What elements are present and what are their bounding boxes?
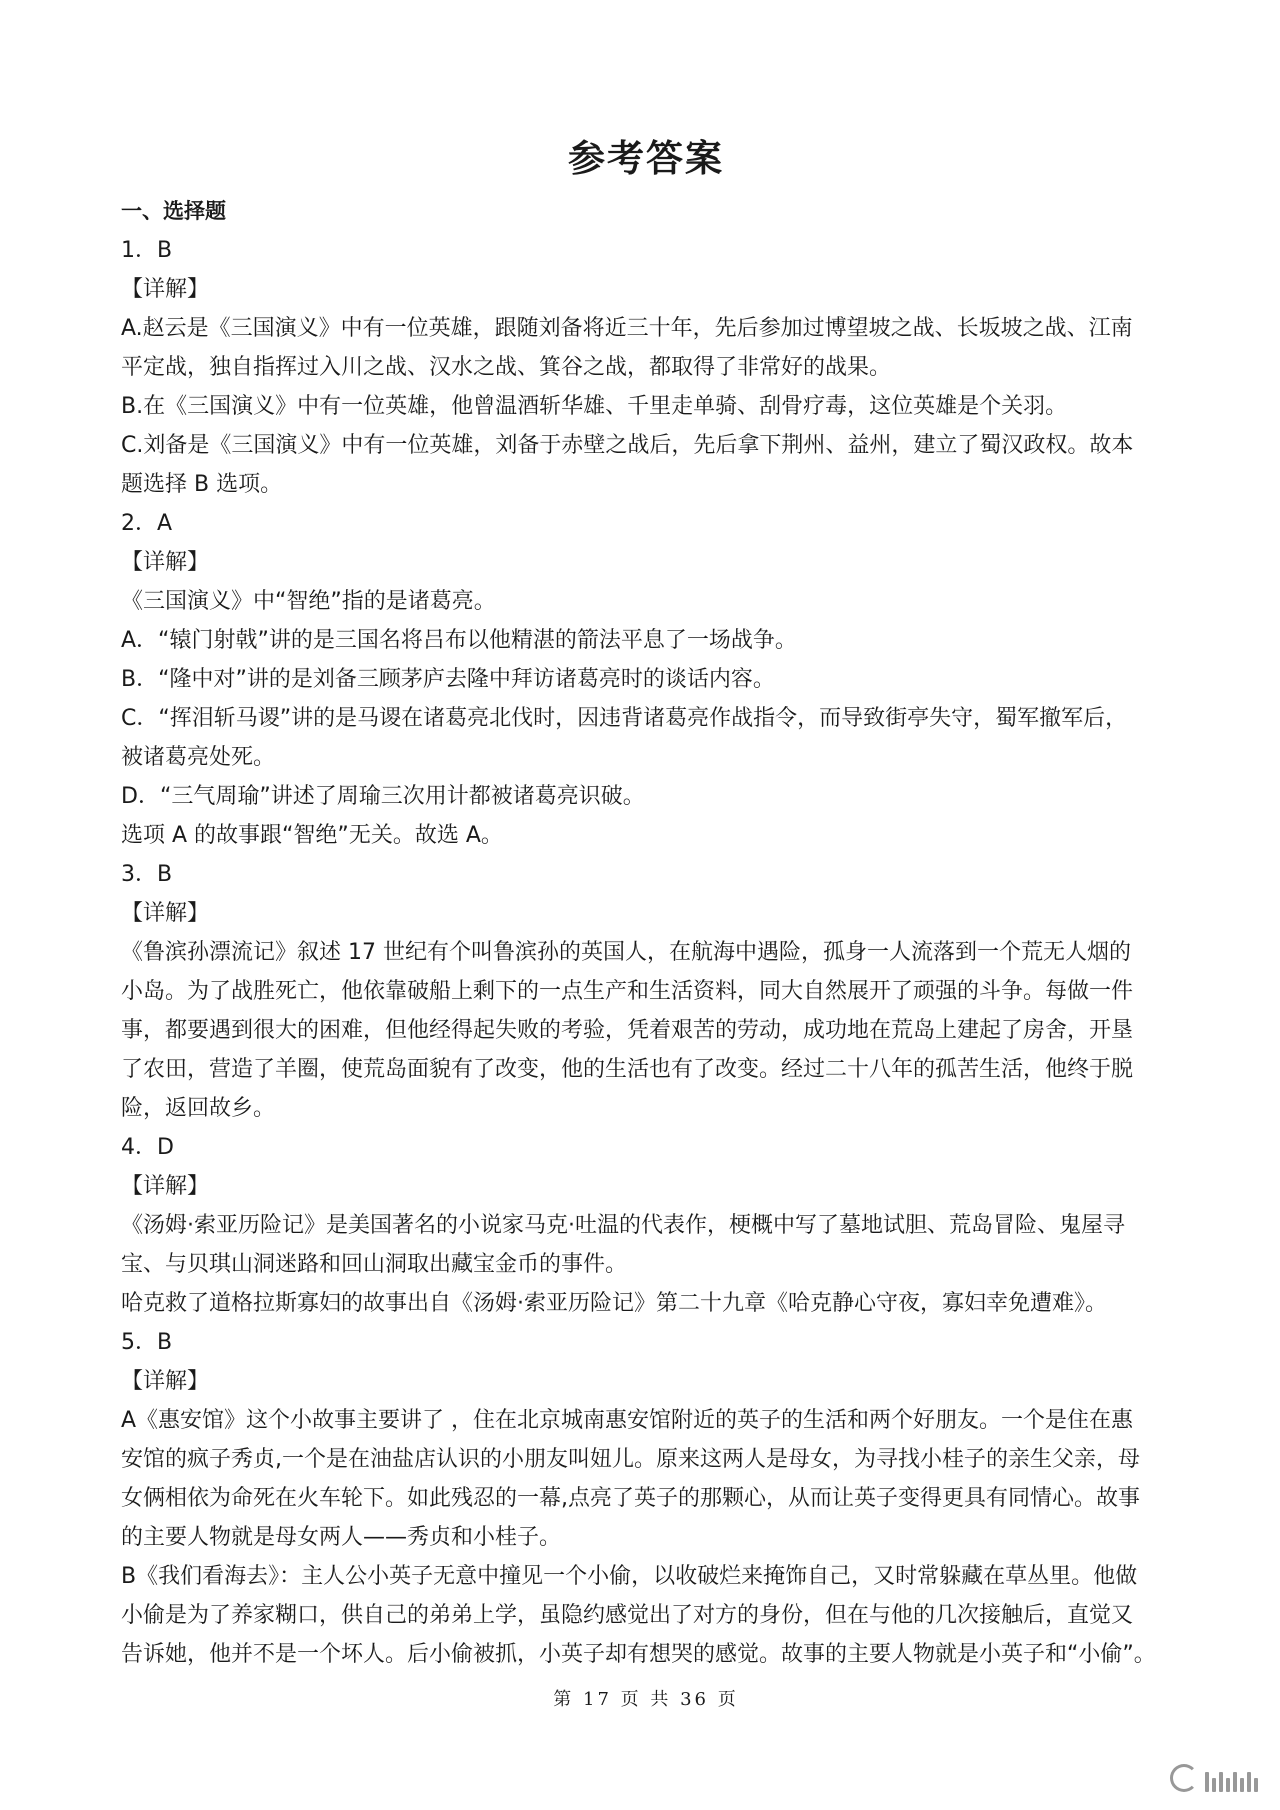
text-line: A.赵云是《三国演义》中有一位英雄，跟随刘备将近三十年，先后参加过博望坡之战、长坂坡之战、江南 <box>121 316 1133 341</box>
text-line: B《我们看海去》：主人公小英子无意中撞见一个小偷，以收破烂来掩饰自己，又时常躲藏在草丛里。他做 <box>121 1564 1138 1589</box>
text-line: 【详解】 <box>121 550 210 575</box>
text-line: D．“三气周瑜”讲述了周瑜三次用计都被诸葛亮识破。 <box>121 784 645 809</box>
text-line: 险，返回故乡。 <box>121 1096 276 1121</box>
text-line: 哈克救了道格拉斯寡妇的故事出自《汤姆·索亚历险记》第二十九章《哈克静心守夜，寡妇幸免遭难》。 <box>121 1291 1107 1316</box>
text-line: C.刘备是《三国演义》中有一位英雄，刘备于赤壁之战后，先后拿下荆州、益州，建立了蜀汉政权。故本 <box>121 433 1134 458</box>
text-line: 女俩相依为命死在火车轮下。如此残忍的一幕,点亮了英子的那颗心，从而让英子变得更具有同情心。故事 <box>121 1486 1140 1511</box>
document-body <box>121 192 1171 1674</box>
text-line: B.在《三国演义》中有一位英雄，他曾温酒斩华雄、千里走单骑、刮骨疗毒，这位英雄是个关羽。 <box>121 394 1068 419</box>
text-line: 《鲁滨孙漂流记》叙述 17 世纪有个叫鲁滨孙的英国人，在航海中遇险，孤身一人流落到一个荒无人烟的 <box>121 940 1131 965</box>
text-line: 3．B <box>121 862 173 887</box>
text-line: 【详解】 <box>121 1369 210 1394</box>
text-line: 宝、与贝琪山洞迷路和回山洞取出藏宝金币的事件。 <box>121 1252 628 1277</box>
text-line: 事，都要遇到很大的困难，但他经得起失败的考验，凭着艰苦的劳动，成功地在荒岛上建起了房舍，开垦 <box>121 1018 1134 1043</box>
text-line: 题选择 B 选项。 <box>121 472 283 497</box>
text-line: A．“辕门射戟”讲的是三国名将吕布以他精湛的箭法平息了一场战争。 <box>121 628 797 653</box>
text-line: 《汤姆·索亚历险记》是美国著名的小说家马克·吐温的代表作，梗概中写了墓地试胆、荒岛冒险、鬼屋寻 <box>121 1213 1125 1238</box>
text-line: 4．D <box>121 1135 174 1160</box>
text-line: 【详解】 <box>121 1174 210 1199</box>
text-line: 的主要人物就是母女两人——秀贞和小桂子。 <box>121 1525 562 1550</box>
text-line: 【详解】 <box>121 901 210 926</box>
text-line: B．“隆中对”讲的是刘备三顾茅庐去隆中拜访诸葛亮时的谈话内容。 <box>121 667 775 692</box>
text-line: 了农田，营造了羊圈，使荒岛面貌有了改变，他的生活也有了改变。经过二十八年的孤苦生活，他终于脱 <box>121 1057 1134 1082</box>
text-line: 小岛。为了战胜死亡，他依靠破船上剩下的一点生产和生活资料，同大自然展开了顽强的斗争。每做一件 <box>121 979 1134 1004</box>
section-heading: 一、选择题 <box>121 199 226 223</box>
text-line: 【详解】 <box>121 277 210 302</box>
text-line: 安馆的疯子秀贞,一个是在油盐店认识的小朋友叫妞儿。原来这两人是母女，为寻找小桂子的亲生父亲，母 <box>121 1447 1140 1472</box>
text-line: 选项 A 的故事跟“智绝”无关。故选 A。 <box>121 823 503 848</box>
page-footer: 第 17 页 共 36 页 <box>553 1689 739 1710</box>
text-line: 《三国演义》中“智绝”指的是诸葛亮。 <box>121 589 496 614</box>
text-line: 5．B <box>121 1330 173 1355</box>
text-line: A《惠安馆》这个小故事主要讲了 ，住在北京城南惠安馆附近的英子的生活和两个好朋友。一个是住在惠 <box>121 1408 1134 1433</box>
text-line: 1．B <box>121 238 173 263</box>
text-line: 小偷是为了养家糊口，供自己的弟弟上学，虽隐约感觉出了对方的身份，但在与他的几次接触后，直觉又 <box>121 1603 1134 1628</box>
page-title: 参考答案 <box>568 137 724 180</box>
text-line: C．“挥泪斩马谡”讲的是马谡在诸葛亮北伐时，因违背诸葛亮作战指令，而导致街亭失守，蜀军撤军后， <box>121 706 1128 731</box>
watermark-logo-icon <box>1170 1764 1258 1792</box>
document-page <box>121 0 1171 1810</box>
text-line: 平定战，独自指挥过入川之战、汉水之战、箕谷之战，都取得了非常好的战果。 <box>121 355 892 380</box>
text-line: 告诉她，他并不是一个坏人。后小偷被抓，小英子却有想哭的感觉。故事的主要人物就是小英子和“小偷”。 <box>121 1642 1156 1667</box>
text-line: 被诸葛亮处死。 <box>121 745 276 770</box>
text-line: 2．A <box>121 511 173 536</box>
